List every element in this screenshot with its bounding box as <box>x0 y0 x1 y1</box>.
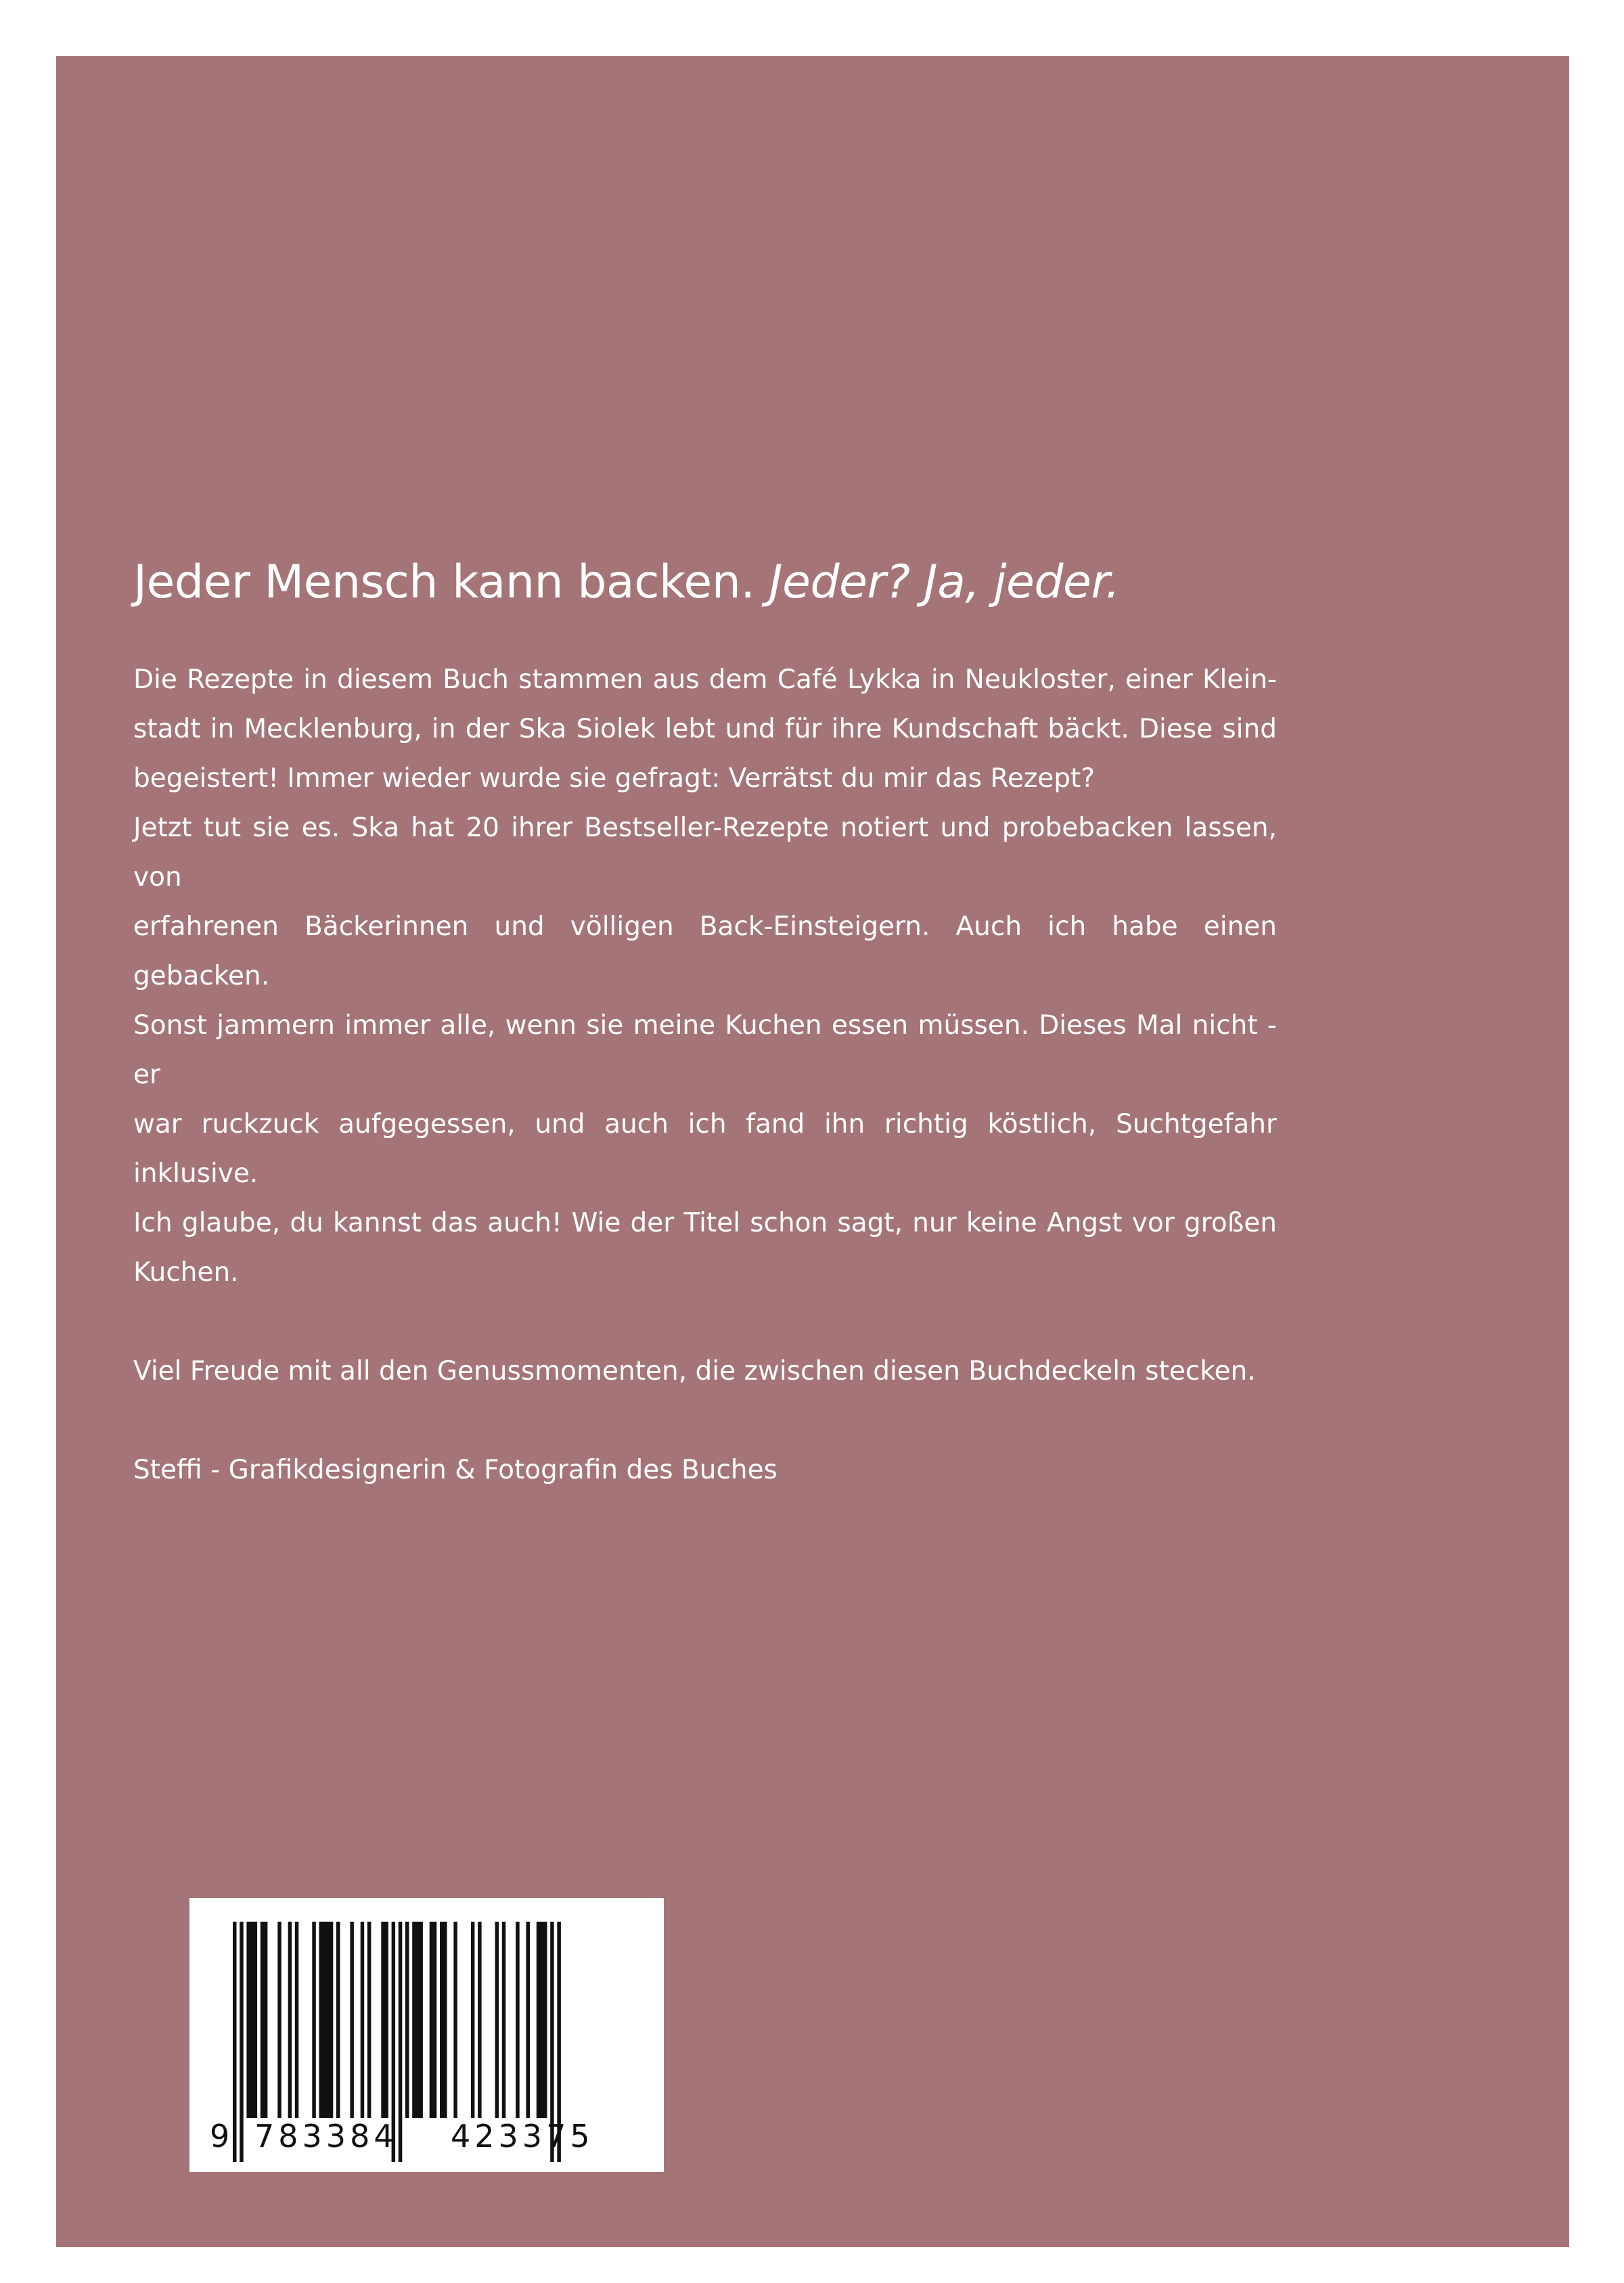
body-line: erfahrenen Bäckerinnen und völligen Back-Einsteigern. Auch ich habe einen gebacken. <box>133 911 1277 991</box>
barcode-bar <box>250 1922 254 2118</box>
body-line: Die Rezepte in diesem Buch stammen aus dem Café Lykka in Neukloster, einer Klein- <box>133 664 1277 695</box>
barcode-bar <box>430 1922 434 2118</box>
headline-regular: Jeder Mensch kann backen. <box>133 556 755 609</box>
body-line: Ich glaube, du kannst das auch! Wie der Titel schon sagt, nur keine Angst vor großen <box>133 1207 1277 1238</box>
cover-text <box>133 555 1277 1495</box>
body-line: war ruckzuck aufgegessen, und auch ich fand ihn richtig köstlich, Suchtgefahr inklusive. <box>133 1108 1277 1189</box>
barcode-bar <box>453 1922 457 2118</box>
barcode-bar <box>419 1922 423 2118</box>
signature-line: Steffi - Grafikdesignerin & Fotografin des Buches <box>133 1454 777 1485</box>
barcode-first-digit: 9 <box>210 2118 234 2154</box>
barcode-bar <box>254 1922 258 2118</box>
barcode-bar <box>246 1922 250 2118</box>
barcode-bar <box>443 1922 447 2118</box>
body-line: begeistert! Immer wieder wurde sie gefragt: Verrätst du mir das Rezept? <box>133 763 1096 794</box>
barcode-bar <box>326 1922 330 2118</box>
barcode-bar <box>440 1922 444 2118</box>
barcode-bar <box>323 1922 327 2118</box>
barcode-bar <box>543 1922 547 2118</box>
barcode-bar <box>336 1922 340 2118</box>
barcode-bar <box>516 1922 520 2118</box>
barcode-bar <box>405 1922 409 2118</box>
barcode-right-digits: 423375 <box>451 2118 594 2154</box>
headline <box>133 555 1277 610</box>
body-paragraph <box>133 655 1277 1297</box>
barcode-bar <box>433 1922 437 2118</box>
paragraph-spacer <box>133 1297 1277 1347</box>
barcode-bar <box>537 1922 541 2118</box>
body-line: Kuchen. <box>133 1257 239 1288</box>
headline-italic: Jeder? Ja, jeder. <box>769 556 1120 609</box>
barcode-left-digits: 783384 <box>254 2118 398 2154</box>
barcode-bar <box>319 1922 323 2118</box>
barcode-bar <box>288 1922 292 2118</box>
closing-line: Viel Freude mit all den Genussmomenten, die zwischen diesen Buchdeckeln stecken. <box>133 1355 1256 1386</box>
barcode-bar <box>495 1922 499 2118</box>
barcode <box>189 1898 664 2172</box>
barcode-guard-bar <box>399 1922 403 2162</box>
body-line: Jetzt tut sie es. Ska hat 20 ihrer Bestseller-Rezepte notiert und probebacken lassen, von <box>133 812 1277 892</box>
barcode-bar <box>540 1922 544 2118</box>
body-line: stadt in Mecklenburg, in der Ska Siolek lebt und für ihre Kundschaft bäckt. Diese sind <box>133 713 1277 744</box>
barcode-bar <box>526 1922 531 2118</box>
barcode-bar <box>471 1922 475 2118</box>
barcode-bar <box>261 1922 265 2118</box>
barcode-bar <box>478 1922 482 2118</box>
barcode-bar <box>350 1922 354 2118</box>
barcode-bar <box>502 1922 506 2118</box>
barcode-guard-bar <box>240 1922 244 2162</box>
barcode-bar <box>312 1922 316 2118</box>
barcode-bar <box>381 1922 385 2118</box>
barcode-bar <box>384 1922 388 2118</box>
barcode-bar <box>330 1922 334 2118</box>
barcode-bar <box>412 1922 416 2118</box>
barcode-bar <box>277 1922 281 2118</box>
barcode-bar <box>415 1922 420 2118</box>
barcode-bar <box>367 1922 371 2118</box>
barcode-bar <box>295 1922 299 2118</box>
barcode-bar <box>361 1922 365 2118</box>
barcode-bar <box>264 1922 268 2118</box>
paragraph-spacer <box>133 1396 1277 1445</box>
body-line: Sonst jammern immer alle, wenn sie meine Kuchen essen müssen. Dieses Mal nicht - er <box>133 1010 1277 1090</box>
